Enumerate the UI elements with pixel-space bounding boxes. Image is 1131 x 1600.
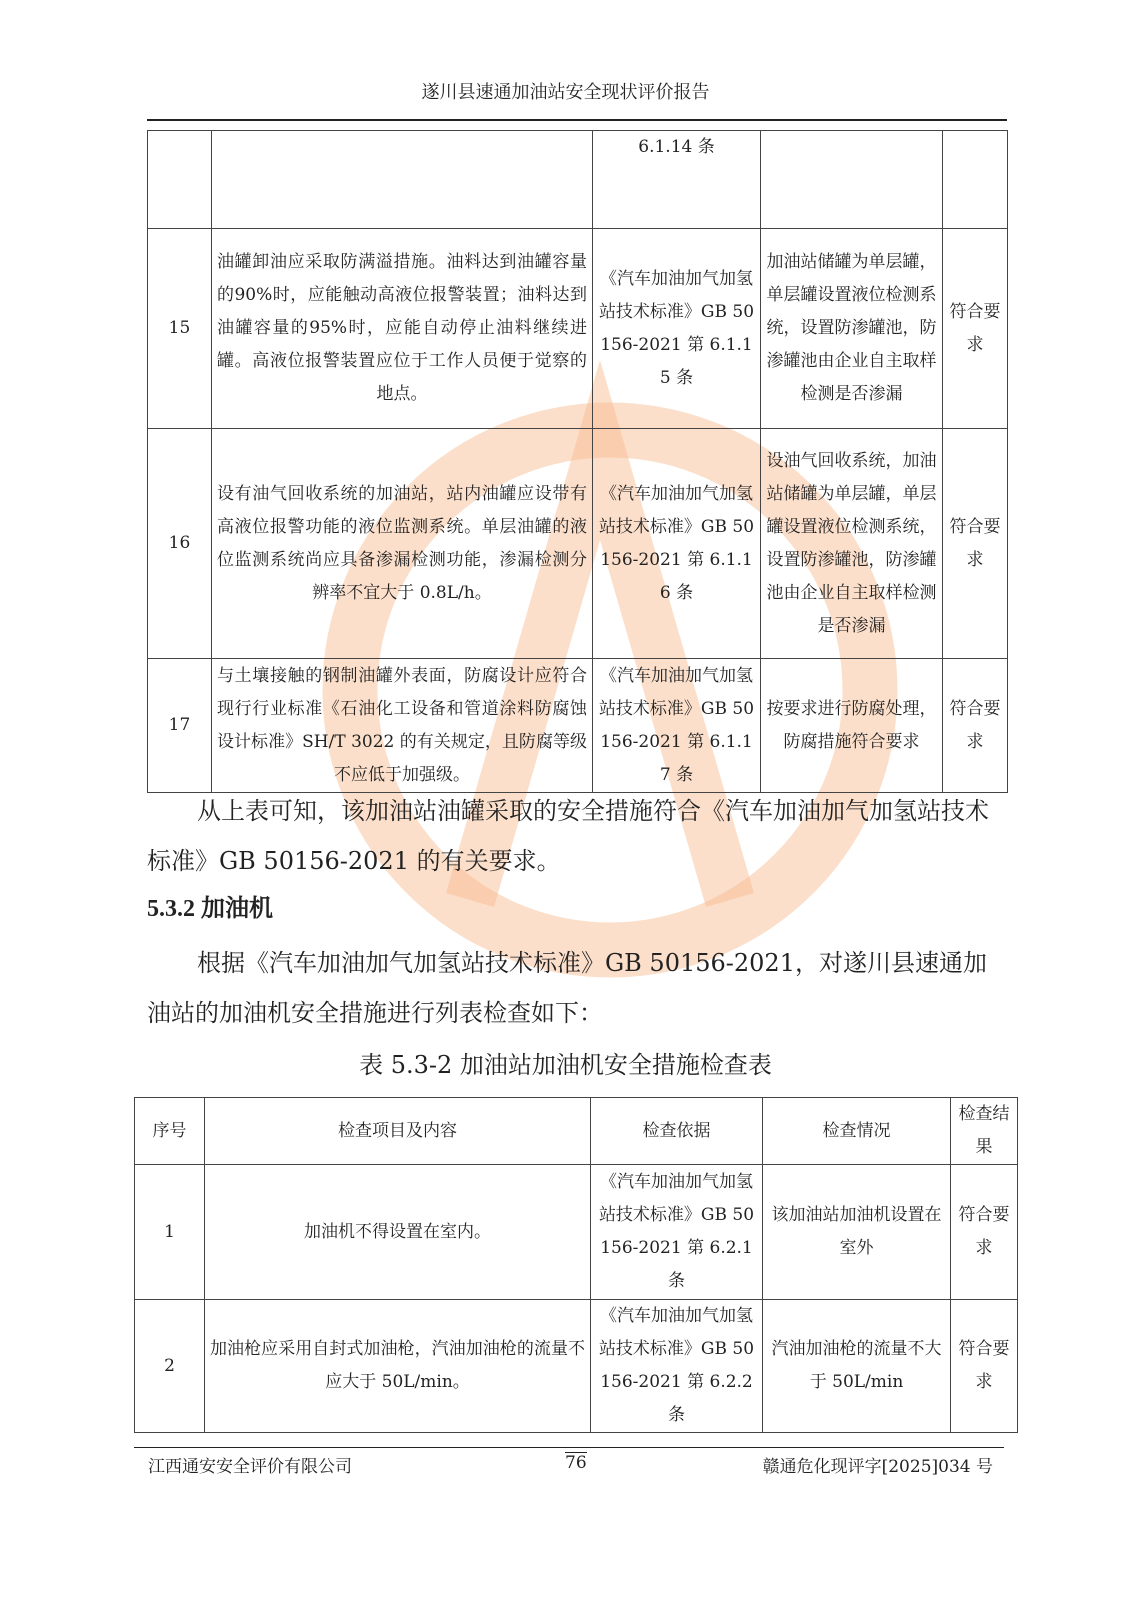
row-number: 1 bbox=[135, 1165, 205, 1300]
check-item: 油罐卸油应采取防满溢措施。油料达到油罐容量的90%时，应能触动高液位报警装置；油料达到油罐容量的95%时，应能自动停止油料继续进罐。高液位报警装置应位于工作人员便于觉察的地点。 bbox=[212, 229, 593, 429]
check-result: 符合要求 bbox=[943, 429, 1008, 659]
check-basis: 《汽车加油加气加氢站技术标准》GB 50156-2021 第 6.2.2 条 bbox=[591, 1300, 763, 1433]
table-row bbox=[135, 1165, 1018, 1300]
conclusion-paragraph: 从上表可知，该加油站油罐采取的安全措施符合《汽车加油加气加氢站技术标准》GB 50156-2021 的有关要求。 bbox=[147, 797, 989, 875]
table-caption: 表 5.3-2 加油站加油机安全措施检查表 bbox=[359, 1051, 772, 1079]
check-status bbox=[761, 131, 943, 229]
row-number: 2 bbox=[135, 1300, 205, 1433]
check-result: 符合要求 bbox=[951, 1300, 1018, 1433]
footer-divider bbox=[134, 1447, 1004, 1448]
header-basis: 检查依据 bbox=[591, 1098, 763, 1165]
check-result: 符合要求 bbox=[943, 659, 1008, 793]
check-result bbox=[943, 131, 1008, 229]
check-basis: 《汽车加油加气加氢站技术标准》GB 50156-2021 第 6.1.16 条 bbox=[593, 429, 761, 659]
table-row bbox=[148, 659, 1008, 793]
row-number bbox=[148, 131, 212, 229]
header-item: 检查项目及内容 bbox=[205, 1098, 591, 1165]
check-status: 汽油加油枪的流量不大于 50L/min bbox=[763, 1300, 951, 1433]
check-status: 该加油站加油机设置在室外 bbox=[763, 1165, 951, 1300]
check-item: 加油机不得设置在室内。 bbox=[205, 1165, 591, 1300]
table-row bbox=[148, 131, 1008, 229]
header-status: 检查情况 bbox=[763, 1098, 951, 1165]
row-number: 17 bbox=[148, 659, 212, 793]
check-basis: 《汽车加油加气加氢站技术标准》GB 50156-2021 第 6.1.15 条 bbox=[593, 229, 761, 429]
table-row bbox=[135, 1300, 1018, 1433]
dispenser-safety-table bbox=[134, 1097, 1018, 1433]
row-number: 16 bbox=[148, 429, 212, 659]
footer-doc-number: 赣通危化现评字[2025]034 号 bbox=[762, 1457, 993, 1477]
check-status: 设油气回收系统，加油站储罐为单层罐，单层罐设置液位检测系统，设置防渗罐池，防渗罐池由企业自主取样检测是否渗漏 bbox=[761, 429, 943, 659]
table-row bbox=[148, 429, 1008, 659]
check-status: 按要求进行防腐处理，防腐措施符合要求 bbox=[761, 659, 943, 793]
intro-paragraph: 根据《汽车加油加气加氢站技术标准》GB 50156-2021，对遂川县速通加油站的加油机安全措施进行列表检查如下： bbox=[147, 949, 987, 1027]
check-item: 与土壤接触的钢制油罐外表面，防腐设计应符合现行行业标准《石油化工设备和管道涂料防腐蚀设计标准》SH/T 3022 的有关规定，且防腐等级不应低于加强级。 bbox=[212, 659, 593, 793]
page-header: 遂川县速通加油站安全现状评价报告 bbox=[421, 82, 710, 103]
section-heading: 5.3.2 加油机 bbox=[147, 896, 273, 922]
check-result: 符合要求 bbox=[943, 229, 1008, 429]
check-basis: 《汽车加油加气加氢站技术标准》GB 50156-2021 第 6.2.1 条 bbox=[591, 1165, 763, 1300]
page-number: 76 bbox=[565, 1453, 587, 1473]
check-status: 加油站储罐为单层罐，单层罐设置液位检测系统，设置防渗罐池，防渗罐池由企业自主取样检测是否渗漏 bbox=[761, 229, 943, 429]
check-item bbox=[212, 131, 593, 229]
table-header-row bbox=[135, 1098, 1018, 1165]
footer-company: 江西通安安全评价有限公司 bbox=[148, 1457, 352, 1477]
tank-safety-table bbox=[147, 130, 1008, 793]
check-item: 设有油气回收系统的加油站，站内油罐应设带有高液位报警功能的液位监测系统。单层油罐的液位监测系统尚应具备渗漏检测功能，渗漏检测分辨率不宜大于 0.8L/h。 bbox=[212, 429, 593, 659]
check-basis: 《汽车加油加气加氢站技术标准》GB 50156-2021 第 6.1.17 条 bbox=[593, 659, 761, 793]
header-result: 检查结果 bbox=[951, 1098, 1018, 1165]
check-item: 加油枪应采用自封式加油枪，汽油加油枪的流量不应大于 50L/min。 bbox=[205, 1300, 591, 1433]
header-divider bbox=[147, 119, 1007, 121]
row-number: 15 bbox=[148, 229, 212, 429]
header-no: 序号 bbox=[135, 1098, 205, 1165]
check-result: 符合要求 bbox=[951, 1165, 1018, 1300]
check-basis: 6.1.14 条 bbox=[593, 131, 761, 229]
table-row bbox=[148, 229, 1008, 429]
